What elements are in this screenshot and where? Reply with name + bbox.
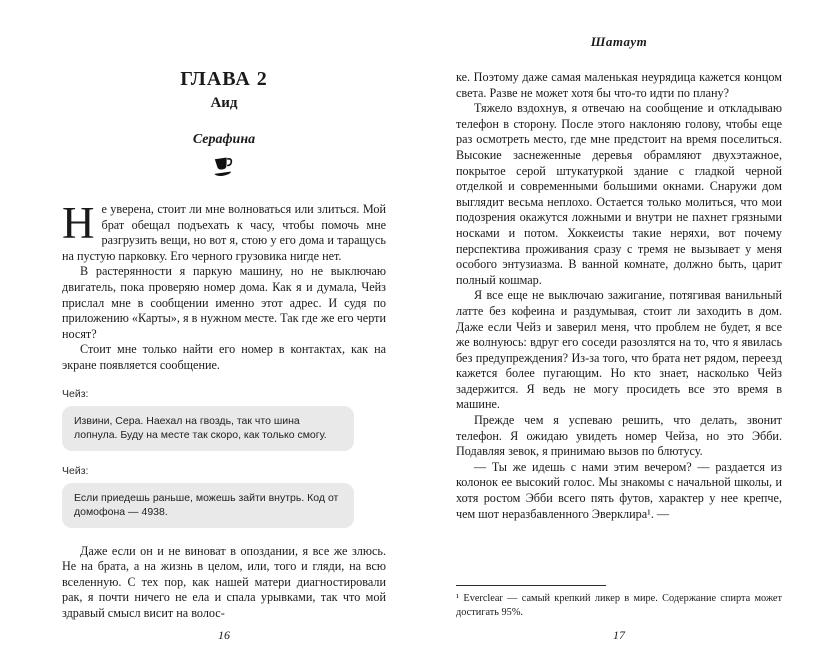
message-sender-label: Чейз: bbox=[62, 387, 89, 400]
body-paragraph: ке. Поэтому даже самая маленькая неурядица кажется концом света. Разве не может хотя бы что-то идти по плану? bbox=[456, 70, 782, 100]
message-bubble: Извини, Сера. Наехал на гвоздь, так что шина лопнула. Буду на месте так скоро, как только смогу. bbox=[62, 406, 354, 451]
coffee-cup-icon bbox=[62, 156, 386, 178]
chapter-subtitle: Аид bbox=[210, 95, 238, 111]
body-paragraph: Не уверена, стоит ли мне волноваться или злиться. Мой брат обещал подъехать к часу, чтобы помочь мне разгрузить вещи, но вот я, стою у его дома и таращусь на пустую парковку. Его черного грузовика нигде нет. bbox=[62, 198, 386, 263]
body-paragraph: Стоит мне только найти его номер в контактах, как на экране появляется сообщение. bbox=[62, 342, 386, 372]
page-number: 16 bbox=[218, 628, 230, 642]
body-paragraph: Даже если он и не виноват в опоздании, я все же злюсь. Не на брата, а на жизнь в целом, или, того и гляди, на всю вселенную. С тех пор, как нашей матери диагностировали рак, я почти ничего не ела и спала урывками, так что мой здравый смысл висит на волос- bbox=[62, 543, 386, 620]
chapter-heading-block bbox=[62, 68, 386, 178]
message-group bbox=[62, 465, 386, 528]
body-paragraph: Прежде чем я успеваю решить, что делать, звонит телефон. Я ожидаю увидеть номер Чейза, но это Эбби. Подавляя зевок, я принимаю вызов по блютусу. bbox=[456, 413, 782, 459]
footnote-rule bbox=[456, 585, 606, 586]
body-paragraph: Тяжело вздохнув, я отвечаю на сообщение и откладываю телефон в сторону. После этого наклоняю голову, чтобы еще раз осмотреть место, где мне предстоит на время поселиться. Высокие заснеженные деревья обрамляют двухэтажное, покрытое серой штукатуркой здание с гладкой черной отделкой и современными большими окнами. Снаружи дом выглядит весьма неплохо. Остается только молиться, что мои подозрения окажутся ложными и внутри не пахнет грязными носками и потом. Хоккеисты такие неряхи, вот почему перспектива проживания сразу с тремя не вызывает у меня особого энтузиазма. В ванной комнате, должно быть, царит полный кошмар. bbox=[456, 101, 782, 287]
message-bubble: Если приедешь раньше, можешь зайти внутрь. Код от домофона — 4938. bbox=[62, 483, 354, 528]
message-sender-label: Чейз: bbox=[62, 464, 89, 477]
body-paragraph: — Ты же идешь с нами этим вечером? — раздается из колонок ее высокий голос. Мы знакомы с начальной школы, и хотя ростом Эбби всего пять футов, характер у нее крепче, чем шот неразбавленного Эверклира¹. — bbox=[456, 459, 782, 521]
page-right bbox=[410, 0, 820, 661]
footnote-text: ¹ Everclear — самый крепкий ликер в мире. Содержание спирта может достигать 95%. bbox=[456, 593, 782, 618]
message-group bbox=[62, 388, 386, 451]
chapter-title: ГЛАВА 2 bbox=[180, 68, 268, 90]
running-header: Шатаут bbox=[590, 34, 648, 49]
body-paragraph: Я все еще не выключаю зажигание, потягивая ванильный латте без кофеина и раздумывая, стоит ли заходить в дом. Даже если Чейз и заверил меня, что проблем не будет, я все же волнуюсь: вдруг его соседи разозлятся на то, что я явилась без предупреждения? Из-за того, что брата нет рядом, переезд кажется более пугающим. Но кто знает, насколько Чейз задержится. Я ведь не могу просидеть все это время в машине. bbox=[456, 288, 782, 412]
footnote-block bbox=[456, 585, 782, 619]
page-number: 17 bbox=[613, 628, 625, 642]
body-paragraph: В растерянности я паркую машину, но не выключаю двигатель, пока проверяю номер дома. Как я и думала, Чейз прислал мне в сообщении именно этот адрес. И судя по приложению «Карты», я в нужном месте. Так где же его черти носят? bbox=[62, 264, 386, 341]
pov-name: Серафина bbox=[192, 132, 256, 147]
